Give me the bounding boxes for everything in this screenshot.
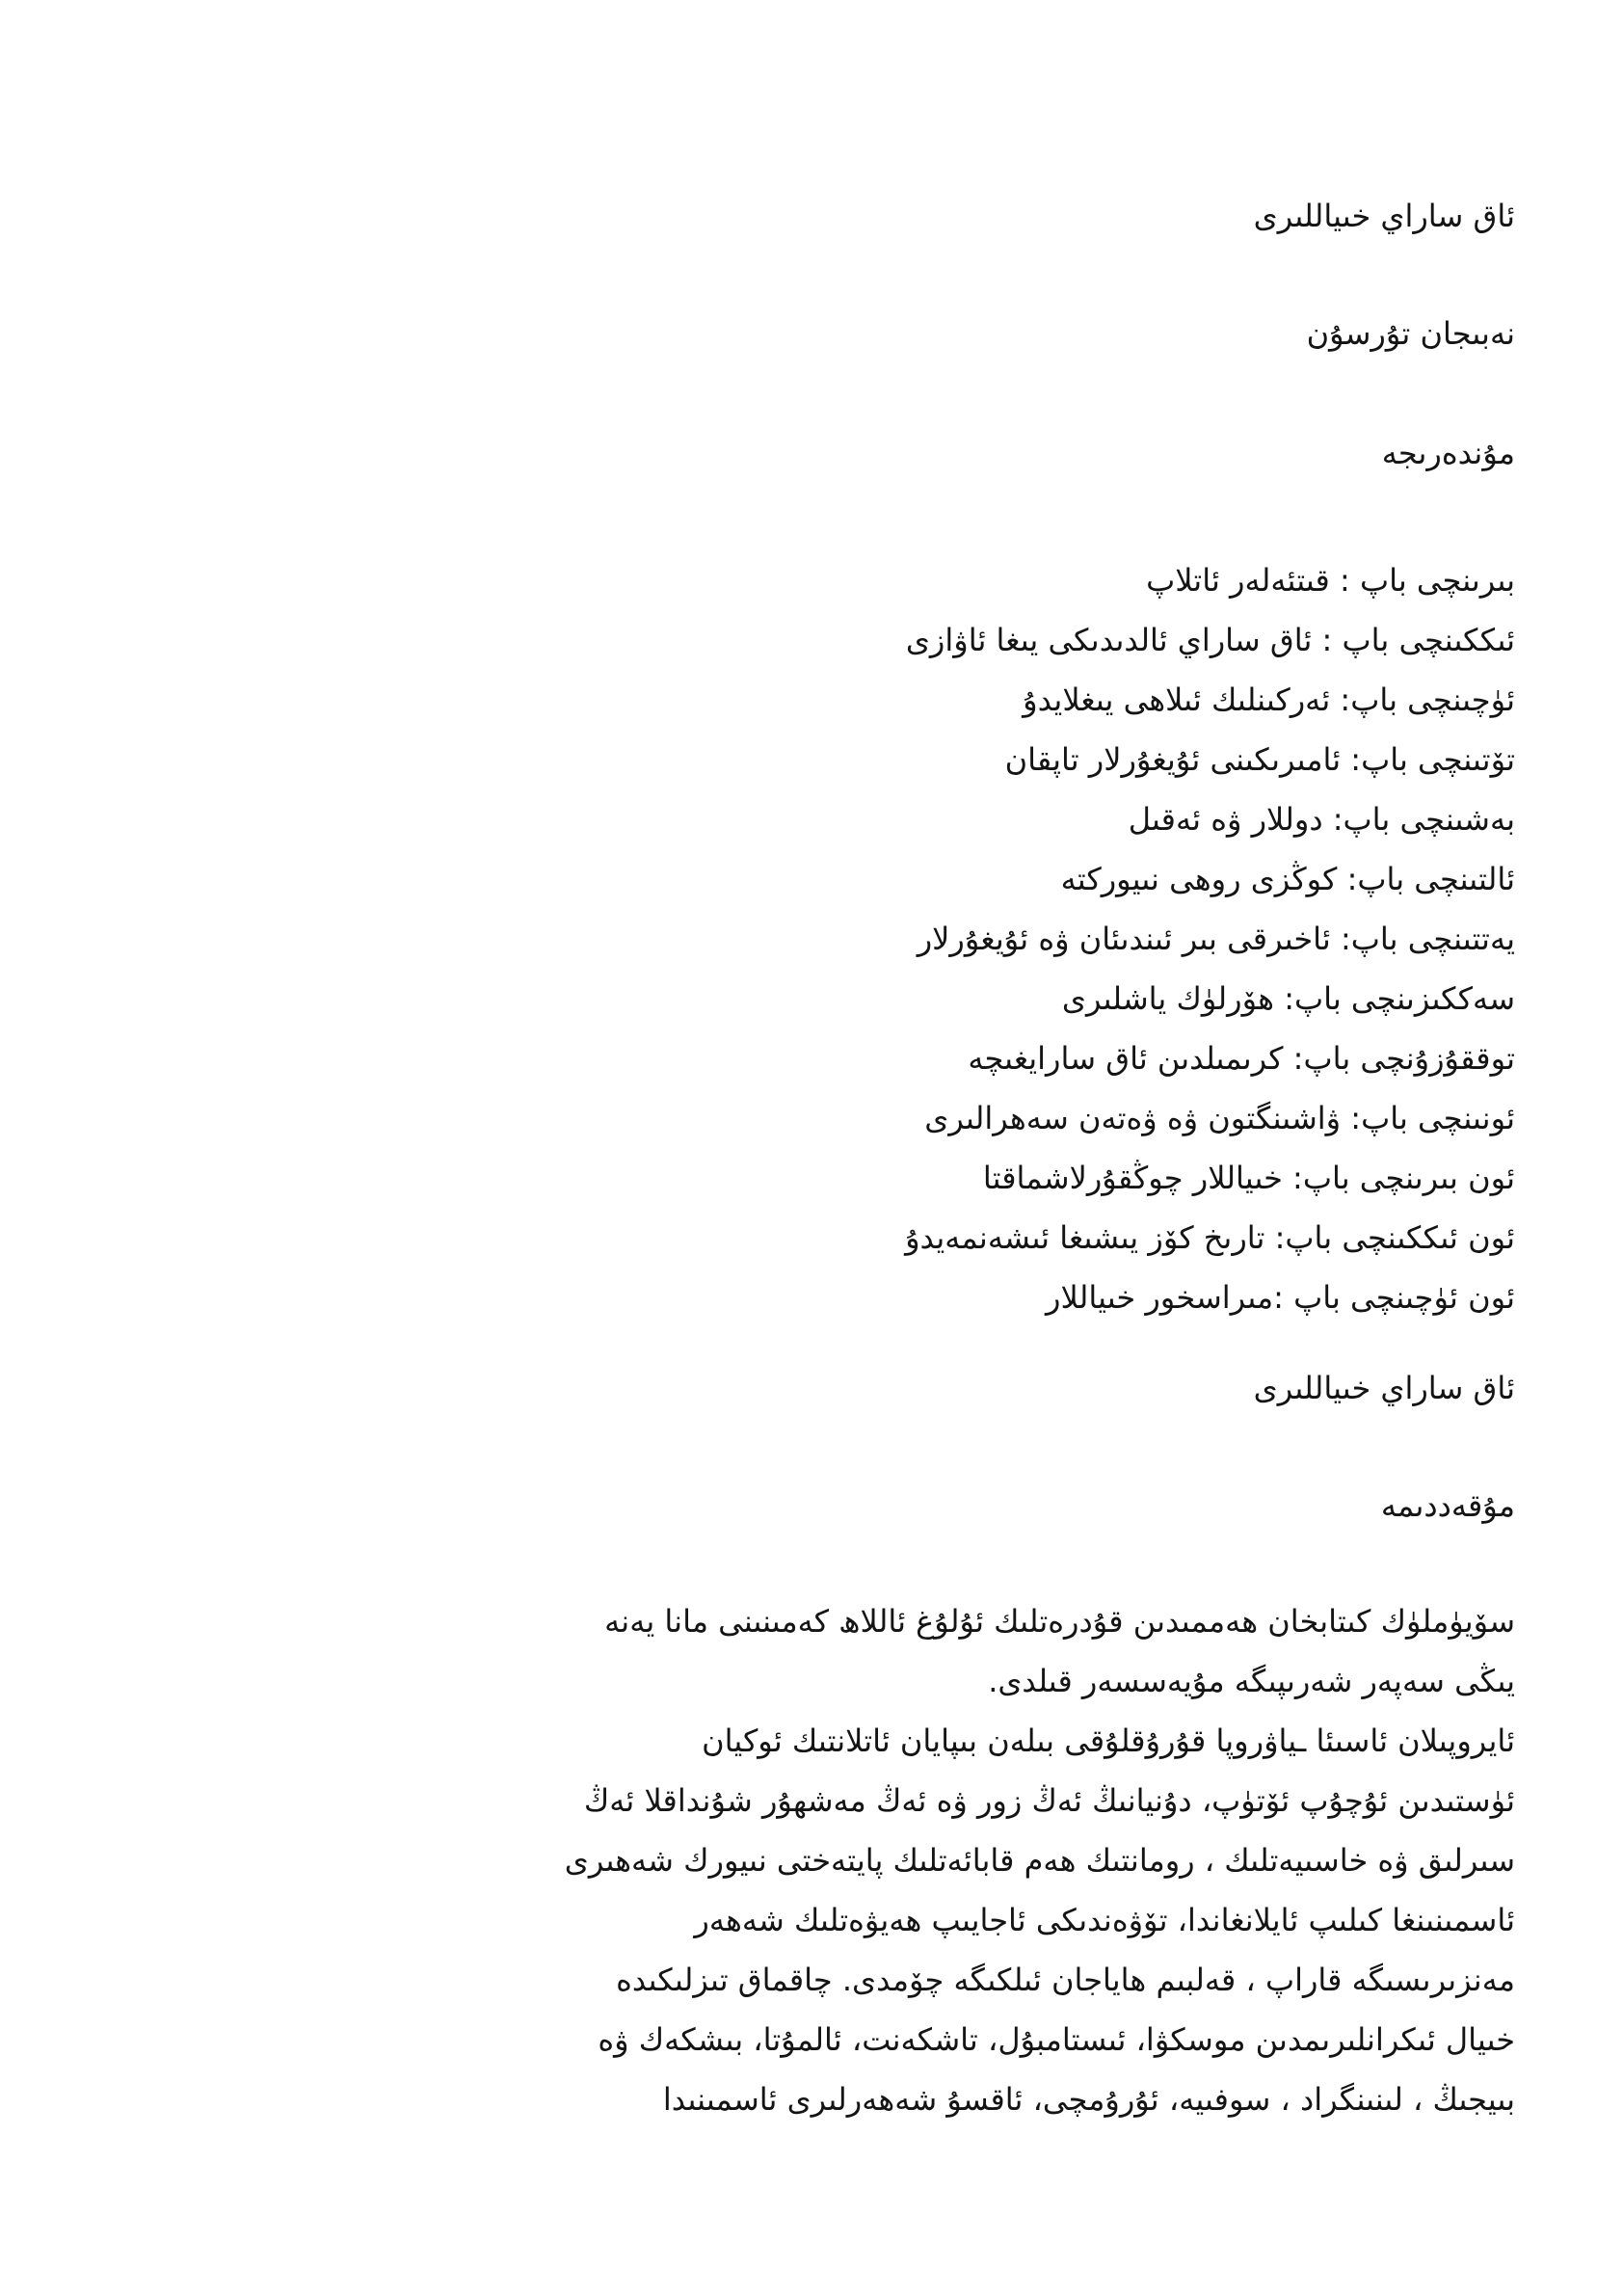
toc-item-1: بىرىنچى باپ : قىتئەلەر ئاتلاپ xyxy=(1146,562,1515,599)
toc-item-7: يەتتىنچى باپ: ئاخىرقى بىر ئىندىئان ۋە ئۇيغۇرلار xyxy=(917,921,1515,957)
toc-item-6: ئالتىنچى باپ: كوڭزى روھى نىيوركتە xyxy=(1060,861,1515,897)
toc-item-8: سەككىزىنچى باپ: ھۆرلۈك ياشلىرى xyxy=(1061,980,1515,1017)
body-line-6: ئاسمىنىنغا كىلىپ ئايلانغاندا، تۆۋەندىكى ئاجايىپ ھەيۋەتلىك شەھەر xyxy=(694,1902,1515,1938)
body-line-3: ئايروپىلان ئاسىئا ـياۋروپا قۇرۇقلۇقى بىلەن بىپايان ئاتلانتىك ئوكيان xyxy=(702,1722,1515,1759)
body-line-7: مەنزىرىسىگە قاراپ ، قەلبىم ھاياجان ئىلكىگە چۆمدى. چاقماق تىزلىكىدە xyxy=(616,1962,1515,1998)
body-line-4: ئۈستىدىن ئۇچۇپ ئۆتۈپ، دۇنيانىڭ ئەڭ زور ۋە ئەڭ مەشھۇر شۇنداقلا ئەڭ xyxy=(583,1782,1515,1819)
preface-heading: مۇقەددىمە xyxy=(1380,1487,1515,1524)
toc-item-11: ئون بىرىنچى باپ: خىياللار چوڭقۇرلاشماقتا xyxy=(982,1160,1515,1196)
body-line-1: سۆيۈملۈك كىتابخان ھەممىدىن قۇدرەتلىك ئۇلۇغ ئاللاھ كەمىنىنى مانا يەنە xyxy=(604,1603,1515,1640)
toc-item-9: توققۇزۇنچى باپ: كرىمىلدىن ئاق سارايغىچە xyxy=(968,1040,1515,1077)
body-line-8: خىيال ئىكرانلىرىمدىن موسكۋا، ئىستامبۇل، تاشكەنت، ئالمۇتا، بىشكەك ۋە xyxy=(598,2021,1515,2058)
author-name: نەبىجان تۇرسۇن xyxy=(1306,315,1515,352)
toc-list xyxy=(108,550,1515,1327)
toc-heading: مۇندەرىجە xyxy=(1381,435,1515,471)
toc-item-2: ئىككىنچى باپ : ئاق ساراي ئالدىدىكى يىغا ئاۋازى xyxy=(905,622,1515,658)
document-title: ئاق ساراي خىياللىرى xyxy=(1253,198,1515,234)
body-line-2: يىڭى سەپەر شەرىپىگە مۇيەسسەر قىلدى. xyxy=(988,1663,1515,1699)
toc-item-12: ئون ئىككىنچى باپ: تارىخ كۆز يىشىغا ئىشەنمەيدۇ xyxy=(905,1219,1515,1256)
body-line-9: بىيجىڭ ، لىنىنگراد ، سوفىيە، ئۇرۇمچى، ئاقسۇ شەھەرلىرى ئاسمىنىدا xyxy=(662,2081,1515,2118)
toc-item-3: ئۈچىنچى باپ: ئەركىنلىك ئىلاھى يىغلايدۇ xyxy=(1023,681,1515,718)
body-line-5: سىرلىق ۋە خاسىيەتلىك ، رومانتىك ھەم قابائەتلىك پايتەختى نىيورك شەھىرى xyxy=(564,1842,1515,1879)
section-title: ئاق ساراي خىياللىرى xyxy=(1253,1370,1515,1406)
toc-item-10: ئونىنچى باپ: ۋاشىنگتون ۋە ۋەتەن سەھرالىرى xyxy=(924,1100,1515,1136)
toc-item-4: تۆتىنچى باپ: ئامىرىكىنى ئۇيغۇرلار تاپقان xyxy=(1004,741,1515,778)
toc-item-13: ئون ئۈچىنچى باپ :مىراسخور خىياللار xyxy=(1046,1279,1515,1316)
toc-item-5: بەشىنچى باپ: دوللار ۋە ئەقىل xyxy=(1128,801,1515,838)
preface-body xyxy=(108,1591,1515,2129)
